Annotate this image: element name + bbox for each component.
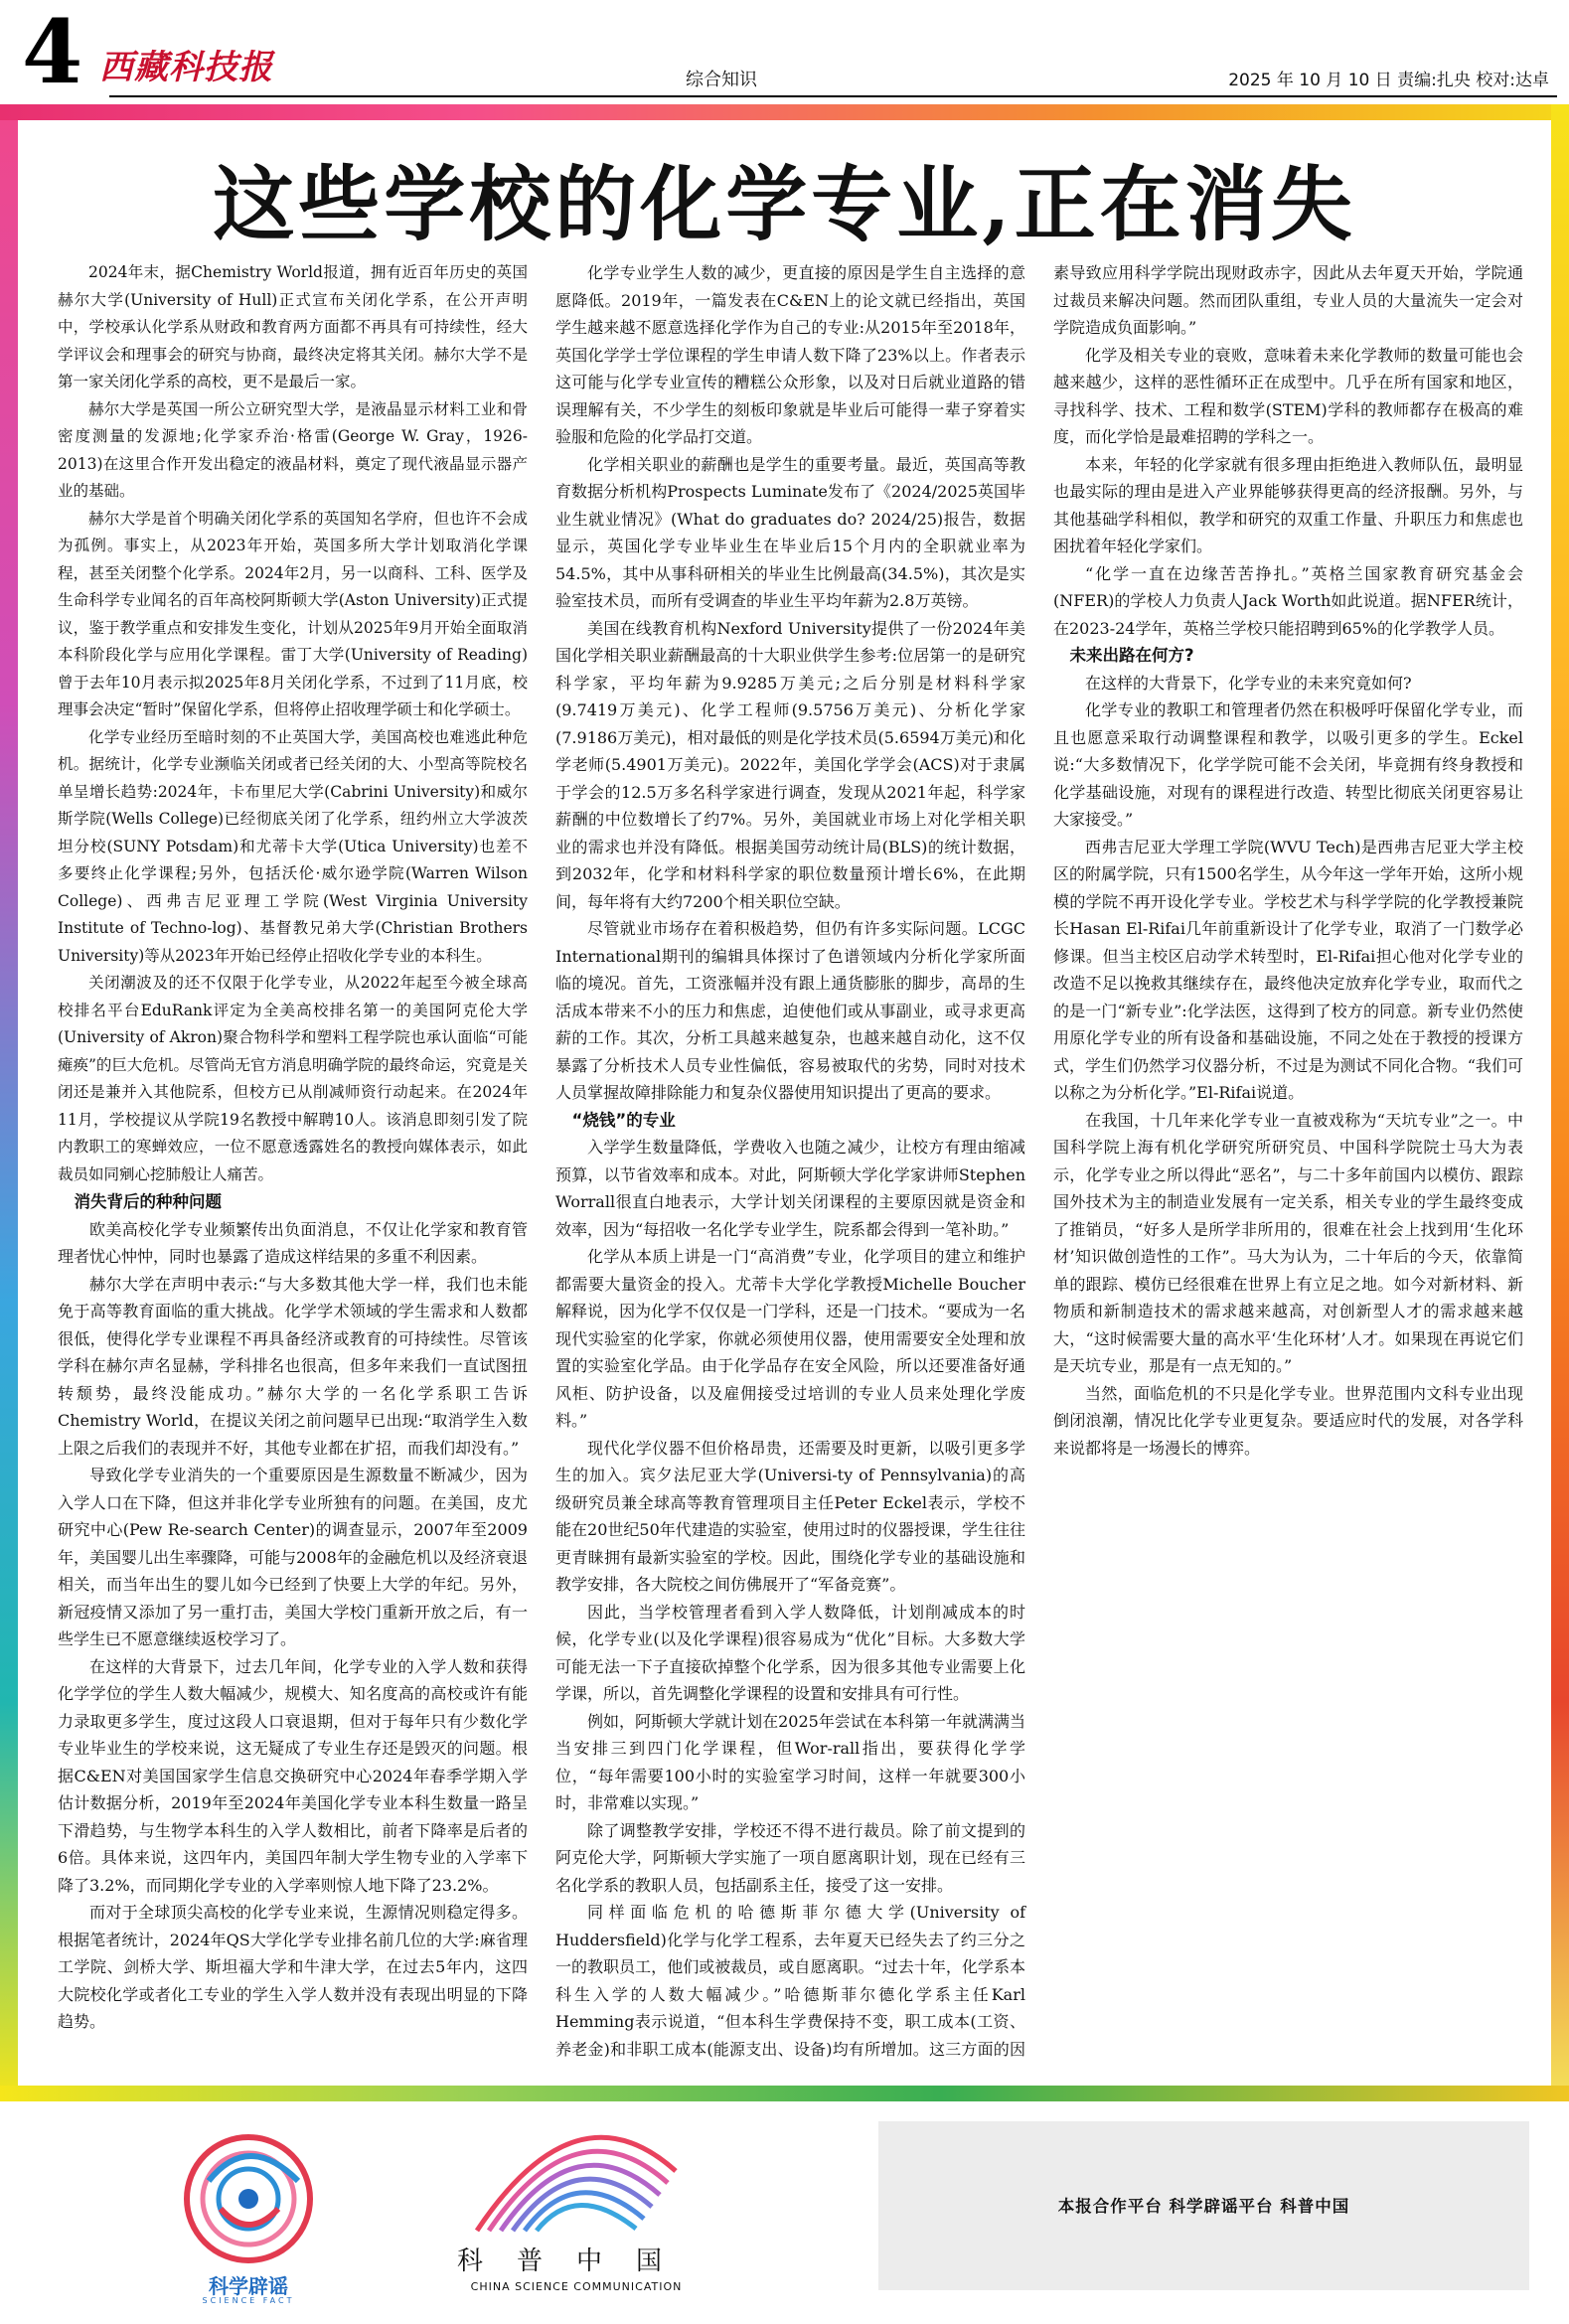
article-paragraph: 化学专业经历至暗时刻的不止英国大学，美国高校也难逃此种危机。据统计，化学专业濒临关闭或者已经关闭的大、小型高等院校名单呈增长趋势:2024年，卡布里尼大学(Cabrini University)和威尔斯学院(Wells College)已经彻底关闭了化学系，纽约州立大学波茨坦分校(SUNY Potsdam)和尤蒂卡大学(Utica University)也差不多要终止化学课程;另外，包括沃伦·威尔逊学院(Warren Wilson College)、西弗吉尼亚理工学院(West Virginia University Institute of Techno-log)、基督教兄弟大学(Christian Brothers University)等从2023年开始已经停止招收化学专业的本科生。	[58, 727, 528, 965]
article-paragraph: 当然，面临危机的不只是化学专业。世界范围内文科专业出现倒闭浪潮，情况比化学专业更复杂。要适应时代的发展，对各学科来说都将是一场漫长的博弈。	[1053, 1383, 1523, 1458]
article-paragraph: 美国在线教育机构Nexford University提供了一份2024年美国化学相关职业薪酬最高的十大职业供学生参考:位居第一的是研究科学家，平均年薪为9.9285万美元;之后分别是材料科学家(9.7419万美元)、化学工程师(9.5756万美元)、分析化学家(7.9186万美元)，相对最低的则是化学技术员(5.6594万美元)和化学老师(5.4901万美元)。2022年，美国化学学会(ACS)对于隶属于学会的12.5万多名科学家进行调查，发现从2021年起，科学家薪酬的中位数增长了约7%。另外，美国就业市场上对化学相关职业的需求也并没有降低。根据美国劳动统计局(BLS)的统计数据，到2032年，化学和材料科学家的职位数量预计增长6%，在此期间，每年将有大约7200个相关职位空缺。	[555, 618, 1025, 911]
article-title: 这些学校的化学专业,正在消失	[213, 157, 1356, 252]
china-science-logo-icon	[437, 2111, 715, 2241]
partner-platforms-text: 本报合作平台 科学辟谣平台 科普中国	[1057, 2197, 1350, 2216]
article-paragraph: 同样面临危机的哈德斯菲尔德大学(University of Huddersfield)化学与化学工程系，去年夏天已经失去了约三分之一的教职员工，他们或被裁员，或自愿离职。“过去十年，化学系本科生入学的人数大幅减少。”哈德斯菲尔德化学系主任Karl Hemming表示说道，“但本科生学费保持不变，职工成本(工资、养老金)和非职工成本(能源支出、设备)均有所增加。这三方面的因素导致应用科学学院出现财政赤字，因此从去年夏天开始，学院通过裁员来解决问题。然而团队重组，专业人员的大量流失一定会对学院造成负面影响。”	[555, 263, 1523, 2059]
article-paragraph: 在这样的大背景下，过去几年间，化学专业的入学人数和获得化学学位的学生人数大幅减少，规模大、知名度高的高校或许有能力录取更多学生，度过这段人口衰退期，但对于每年只有少数化学专业毕业生的学校来说，这无疑成了专业生存还是毁灭的问题。根据C&EN对美国国家学生信息交换研究中心2024年春季学期入学估计数据分析，2019年至2024年美国化学专业本科生数量一路呈下滑趋势，与生物学本科生的入学人数相比，前者下降率是后者的6倍。具体来说，这四年内，美国四年制大学生物专业的入学率下降了3.2%，而同期化学专业的入学率则惊人地下降了23.2%。	[58, 1656, 528, 1895]
article-paragraph: 化学相关职业的薪酬也是学生的重要考量。最近，英国高等教育数据分析机构Prospects Luminate发布了《2024/2025英国毕业生就业情况》(What do graduates do? 2024/25)报告，数据显示，英国化学专业毕业生在毕业后15个月内的全职就业率为54.5%，其中从事科研相关的毕业生比例最高(34.5%)，其次是实验室技术员，而所有受调查的毕业生平均年薪为2.8万英镑。	[555, 454, 1025, 610]
article-paragraph: 西弗吉尼亚大学理工学院(WVU Tech)是西弗吉尼亚大学主校区的附属学院，只有1500名学生，从今年这一学年开始，这所小规模的学院不再开设化学专业。学校艺术与科学学院的化学教授兼院长Hasan El-Rifai几年前重新设计了化学专业，取消了一门数学必修课。但当主校区启动学术转型时，El-Rifai担心他对化学专业的改造不足以挽救其继续存在，最终他决定放弃化学专业，取而代之的是一门“新专业”:化学法医，这得到了校方的同意。新专业仍然使用原化学专业的所有设备和基础设施，不同之处在于教授的授课方式，学生们仍然学习仪器分析，不过是为测试不同化合物。“我们可以称之为分析化学。”El-Rifai说道。	[1053, 837, 1523, 1102]
article-paragraph: 赫尔大学是首个明确关闭化学系的英国知名学府，但也许不会成为孤例。事实上，从2023年开始，英国多所大学计划取消化学课程，甚至关闭整个化学系。2024年2月，另一以商科、工科、医学及生命科学专业闻名的百年高校阿斯顿大学(Aston University)正式提议，鉴于教学重点和安排发生变化，计划从2025年9月开始全面取消本科阶段化学与应用化学课程。雷丁大学(University of Reading)曾于去年10月表示拟2025年8月关闭化学系，不过到了11月底，校理事会决定“暂时”保留化学系，但将停止招收理学硕士和化学硕士。	[58, 509, 528, 718]
science-fact-label: 科学辟谣	[209, 2274, 288, 2298]
article-body	[58, 259, 1523, 2068]
article-paragraph: 化学专业的教职工和管理者仍然在积极呼吁保留化学专业，而且也愿意采取行动调整课程和教学，以吸引更多的学生。Eckel说:“大多数情况下，化学学院可能不会关闭，毕竟拥有终身教授和化学基础设施，对现有的课程进行改造、转型比彻底关闭更容易让大家接受。”	[1053, 700, 1523, 829]
article-subheading: 未来出路在何方?	[1069, 646, 1194, 665]
article-paragraph: 关闭潮波及的还不仅限于化学专业，从2022年起至今被全球高校排名平台EduRank评定为全美高校排名第一的美国阿克伦大学(University of Akron)聚合物科学和塑料工程学院也承认面临“可能瘫痪”的巨大危机。尽管尚无官方消息明确学院的最终命运，究竟是关闭还是兼并入其他院系，但校方已从削减师资行动起来。在2024年11月，学校提议从学院19名教授中解聘10人。该消息即刻引发了院内教职工的寒蝉效应，一位不愿意透露姓名的教授向媒体表示，如此裁员如同剜心挖肺般让人痛苦。	[58, 974, 528, 1183]
china-science-label: 科普中国	[456, 2247, 696, 2276]
article-panel	[18, 120, 1551, 2086]
science-fact-sublabel: SCIENCE FACT	[202, 2296, 295, 2305]
article-paragraph: 尽管就业市场存在着积极趋势，但仍有许多实际问题。LCGC International期刊的编辑具体探讨了色谱领域内分析化学家所面临的境况。首先，工资涨幅并没有跟上通货膨胀的脚步，高昂的生活成本带来不小的压力和焦虑，迫使他们或从事副业，或寻求更高薪的工作。其次，分析工具越来越复杂，也越来越自动化，这不仅暴露了分析技术人员专业性偏低，容易被取代的劣势，同时对技术人员掌握故障排除能力和复杂仪器使用知识提出了更高的要求。	[555, 919, 1025, 1102]
gradient-frame-bottom	[0, 2086, 1569, 2101]
partner-platforms-box	[878, 2121, 1529, 2290]
article-paragraph: 2024年末，据Chemistry World报道，拥有近百年历史的英国赫尔大学(University of Hull)正式宣布关闭化学系，在公开声明中，学校承认化学系从财政和教育两方面都不再具有可持续性，经大学评议会和理事会的研究与协商，最终决定将其关闭。赫尔大学不是第一家关闭化学系的高校，更不是最后一家。	[58, 263, 528, 390]
page-number: 4	[22, 0, 83, 103]
article-paragraph: 在我国，十几年来化学专业一直被戏称为“天坑专业”之一。中国科学院上海有机化学研究所研究员、中国科学院院士马大为表示，化学专业之所以得此“恶名”，与二十多年前国内以模仿、跟踪国外技术为主的制造业发展有一定关系，相关专业的学生最终变成了推销员，“好多人是所学非所用的，很难在社会上找到用‘生化环材’知识做创造性的工作”。马大为认为，二十年后的今天，依靠简单的跟踪、模仿已经很难在世界上有立足之地。如今对新材料、新物质和新制造技术的需求越来越高，对创新型人才的需求越来越大，“这时候需要大量的高水平‘生化环材’人才。如果现在再说它们是天坑专业，那是有一点无知的。”	[1053, 1110, 1523, 1375]
article-paragraph: 赫尔大学在声明中表示:“与大多数其他大学一样，我们也未能免于高等教育面临的重大挑战。化学学术领域的学生需求和人数都很低，使得化学专业课程不再具备经济或教育的可持续性。尽管该学科在赫尔声名显赫，学科排名也很高，但多年来我们一直试图扭转颓势，最终没能成功。”赫尔大学的一名化学系职工告诉Chemistry World，在提议关闭之前问题早已出现:“取消学生入数上限之后我们的表现并不好，其他专业都在扩招，而我们却没有。”	[58, 1274, 528, 1458]
section-name: 综合知识	[686, 70, 757, 90]
article-paragraph: “化学一直在边缘苦苦挣扎。”英格兰国家教育研究基金会(NFER)的学校人力负责人Jack Worth如此说道。据NFER统计，在2023-24学年，英格兰学校只能招聘到65%的化学教学人员。	[1053, 563, 1523, 638]
page-header	[0, 0, 1569, 109]
article-subheading: “烧钱”的专业	[571, 1110, 676, 1130]
article-subheading: 消失背后的种种问题	[74, 1192, 222, 1211]
article-paragraph: 现代化学仪器不但价格昂贵，还需要及时更新，以吸引更多学生的加入。宾夕法尼亚大学(Universi-ty of Pennsylvania)的高级研究员兼全球高等教育管理项目主任Peter Eckel表示，学校不能在20世纪50年代建造的实验室，使用过时的仪器授课，学生往往更青睐拥有最新实验室的学校。因此，围绕化学专业的基础设施和教学安排，各大院校之间仿佛展开了“军备竞赛”。	[555, 1438, 1025, 1594]
article-paragraph: 化学专业学生人数的减少，更直接的原因是学生自主选择的意愿降低。2019年，一篇发表在C&EN上的论文就已经指出，英国学生越来越不愿意选择化学作为自己的专业:从2015年至2018年，英国化学学士学位课程的学生申请人数下降了23%以上。作者表示这可能与化学专业宣传的糟糕公众形象，以及对日后就业道路的错误理解有关，不少学生的刻板印象就是毕业后可能得一辈子穿着实验服和危险的化学品打交道。	[555, 263, 1025, 446]
article-paragraph: 而对于全球顶尖高校的化学专业来说，生源情况则稳定得多。根据笔者统计，2024年QS大学化学专业排名前几位的大学:麻省理工学院、剑桥大学、斯坦福大学和牛津大学，在过去5年内，这四大院校化学或者化工专业的学生入学人数并没有表现出明显的下降趋势。	[58, 1903, 528, 2031]
article-paragraph: 例如，阿斯顿大学就计划在2025年尝试在本科第一年就满满当当安排三到四门化学课程，但Wor-rall指出，要获得化学学位，“每年需要100小时的实验室学习时间，这样一年就要300小时，非常难以实现。”	[555, 1711, 1025, 1812]
article-paragraph: 入学学生数量降低，学费收入也随之减少，让校方有理由缩减预算，以节省效率和成本。对此，阿斯顿大学化学家讲师Stephen Worrall很直白地表示，大学计划关闭课程的主要原因就是资金和效率，因为“每招收一名化学专业学生，院系都会得到一笔补助。”	[555, 1138, 1025, 1239]
article-paragraph: 导致化学专业消失的一个重要原因是生源数量不断减少，因为入学人口在下降，但这并非化学专业所独有的问题。在美国，皮尤研究中心(Pew Re-search Center)的调查显示，2007年至2009年，美国婴儿出生率骤降，可能与2008年的金融危机以及经济衰退相关，而当年出生的婴儿如今已经到了快要上大学的年纪。另外，新冠疫情又添加了另一重打击，美国大学校门重新开放之后，有一些学生已不愿意继续返校学习了。	[58, 1466, 528, 1648]
article-paragraph: 化学从本质上讲是一门“高消费”专业，化学项目的建立和维护都需要大量资金的投入。尤蒂卡大学化学教授Michelle Boucher解释说，因为化学不仅仅是一门学科，还是一门技术。“要成为一名现代实验室的化学家，你就必须使用仪器，使用需要安全处理和放置的实验室化学品。由于化学品存在安全风险，所以还要准备好通风柜、防护设备，以及雇佣接受过培训的专业人员来处理化学废料。”	[555, 1247, 1025, 1430]
article-paragraph: 赫尔大学是英国一所公立研究型大学，是液晶显示材料工业和骨密度测量的发源地;化学家乔治·格雷(George W. Gray，1926-2013)在这里合作开发出稳定的液晶材料，奠定了现代液晶显示器产业的基础。	[58, 399, 528, 500]
article-paragraph: 欧美高校化学专业频繁传出负面消息，不仅让化学家和教育管理者忧心忡忡，同时也暴露了造成这样结果的多重不利因素。	[58, 1219, 528, 1266]
article-paragraph: 化学及相关专业的衰败，意味着未来化学教师的数量可能也会越来越少，这样的恶性循环正在成型中。几乎在所有国家和地区，寻找科学、技术、工程和数学(STEM)学科的教师都存在极高的难度，而化学恰是最难招聘的学科之一。	[1053, 345, 1523, 446]
newspaper-name: 西藏科技报	[99, 48, 273, 87]
article-paragraph: 除了调整教学安排，学校还不得不进行裁员。除了前文提到的阿克伦大学，阿斯顿大学实施了一项自愿离职计划，现在已经有三名化学系的教职人员，包括副系主任，接受了这一安排。	[555, 1820, 1025, 1895]
gradient-frame-top	[0, 104, 1569, 120]
header-divider	[109, 95, 1557, 97]
article-paragraph: 因此，当学校管理者看到入学人数降低，计划削减成本的时候，化学专业(以及化学课程)很容易成为“优化”目标。大多数大学可能无法一下子直接砍掉整个化学系，因为很多其他专业需要上化学课，所以，首先调整化学课程的设置和安排具有可行性。	[555, 1602, 1025, 1703]
article-paragraph: 本来，年轻的化学家就有很多理由拒绝进入教师队伍，最明显也最实际的理由是进入产业界能够获得更高的经济报酬。另外，与其他基础学科相似，教学和研究的双重工作量、升职压力和焦虑也困扰着年轻化学家们。	[1053, 454, 1523, 555]
article-paragraph: 在这样的大背景下，化学专业的未来究竟如何?	[1085, 673, 1412, 693]
science-fact-logo-icon	[169, 2121, 328, 2290]
page-footer	[0, 2101, 1569, 2324]
dateline: 2025 年 10 月 10 日 责编:扎央 校对:达卓	[1228, 71, 1549, 90]
gradient-frame-right	[1551, 104, 1569, 2101]
china-science-sublabel: CHINA SCIENCE COMMUNICATION	[470, 2280, 683, 2293]
